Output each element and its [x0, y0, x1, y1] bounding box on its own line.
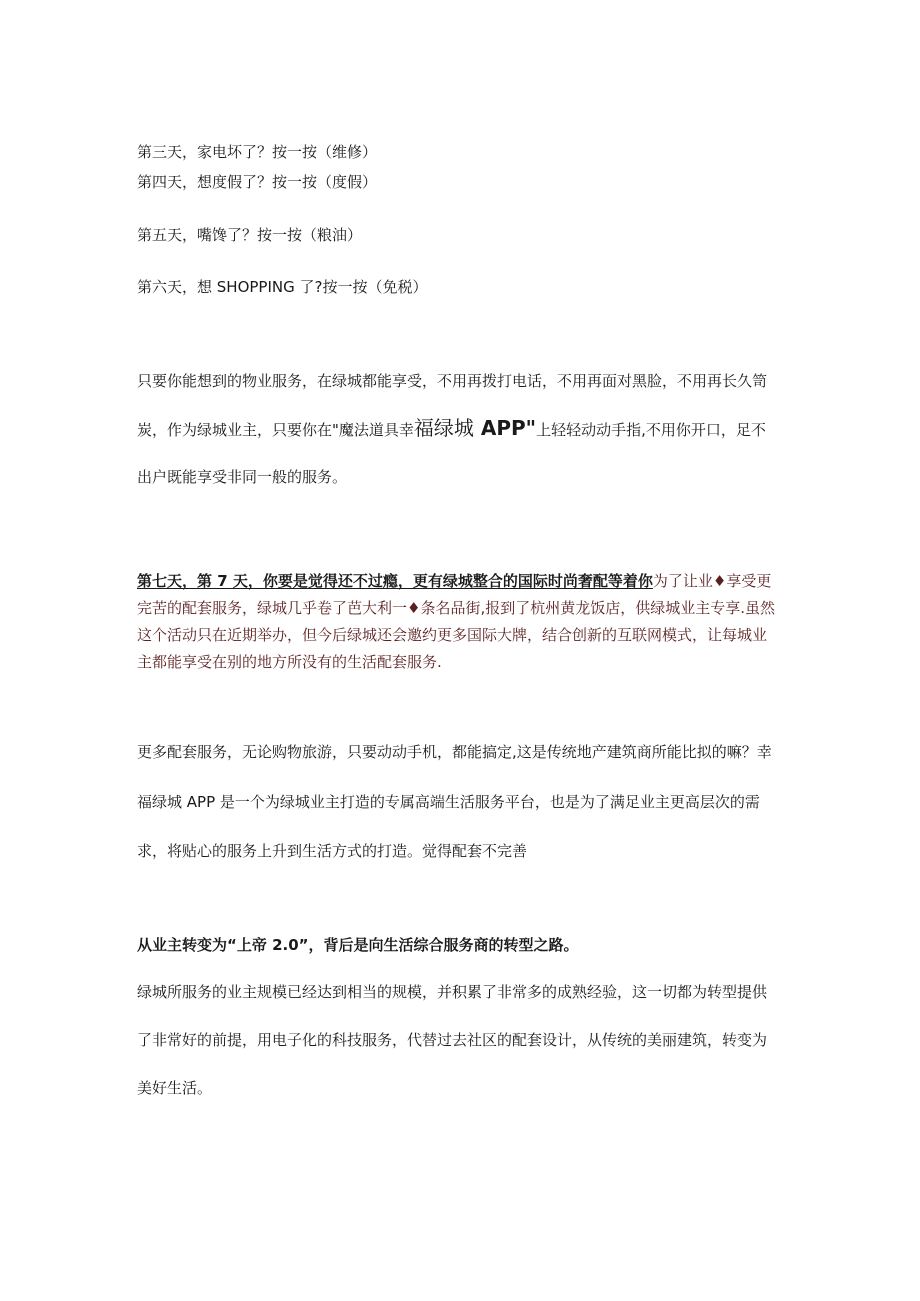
para1-line2-c: APP" — [473, 416, 537, 440]
para3-line3: 求，将贴心的服务上升到生活方式的打造。觉得配套不完善 — [137, 842, 528, 860]
day-three-line: 第三天，家电坏了？按一按（维修） — [137, 143, 378, 161]
para3-line1: 更多配套服务，无论购物旅游，只要动动手机，都能搞定,这是传统地产建筑商所能比拟的嘛？幸 — [137, 743, 772, 761]
para2-line4: 主都能享受在别的地方所没有的生活配套服务. — [137, 653, 442, 671]
para1-line1: 只要你能想到的物业服务，在绿城都能享受，不用再拨打电话，不用再面对黑脸，不用再长久笥 — [137, 372, 768, 390]
para1-line2-a: 炭，作为绿城业主，只要你在"魔法道具幸 — [137, 421, 414, 439]
para1-line2-b: 福绿城 — [413, 416, 474, 440]
para2-line3: 这个活动只在近期举办，但今后绿城还会邀约更多国际大牌，结合创新的互联网模式，让每城业 — [137, 626, 768, 644]
para1-line3: 出户既能享受非同一般的服务。 — [137, 468, 348, 486]
para4-line1: 绿城所服务的业主规模已经达到相当的规模，并积累了非常多的成熟经验，这一切都为转型提供 — [137, 983, 768, 1001]
section-heading: 从业主转变为“上帝 2.0”，背后是向生活综合服务商的转型之路。 — [137, 936, 579, 954]
para4-line2: 了非常好的前提，用电子化的科技服务，代替过去社区的配套设计，从传统的美丽建筑，转变为 — [137, 1031, 768, 1049]
para2-line2: 完苦的配套服务，绿城几乎卷了芭大利一♦条名品街,报到了杭州黄龙饭店，供绿城业主专享.虽然 — [137, 599, 775, 617]
para2-line1 — [137, 571, 771, 591]
para1-line2 — [137, 418, 766, 440]
para1-line2-d: 上轻轻动动手指,不用你开口，足不 — [536, 421, 766, 439]
para3-line2: 福绿城 APP 是一个为绿城业主打造的专属高端生活服务平台，也是为了满足业主更高层次的需 — [137, 793, 760, 811]
day-six-line: 第六天，想 SHOPPING 了?按一按（免税） — [137, 278, 428, 296]
para2-line1-rest: 为了让业♦享受更 — [652, 572, 772, 590]
day-five-line: 第五天，嘴馋了？按一按（粮油） — [137, 226, 363, 244]
day-four-line: 第四天，想度假了？按一按（度假） — [137, 173, 378, 191]
para4-line3: 美好生活。 — [137, 1079, 213, 1097]
para2-line1-bold: 第七天，第 7 天，你要是觉得还不过瘾，更有绿城整合的国际时尚奢配等着你 — [137, 572, 653, 590]
